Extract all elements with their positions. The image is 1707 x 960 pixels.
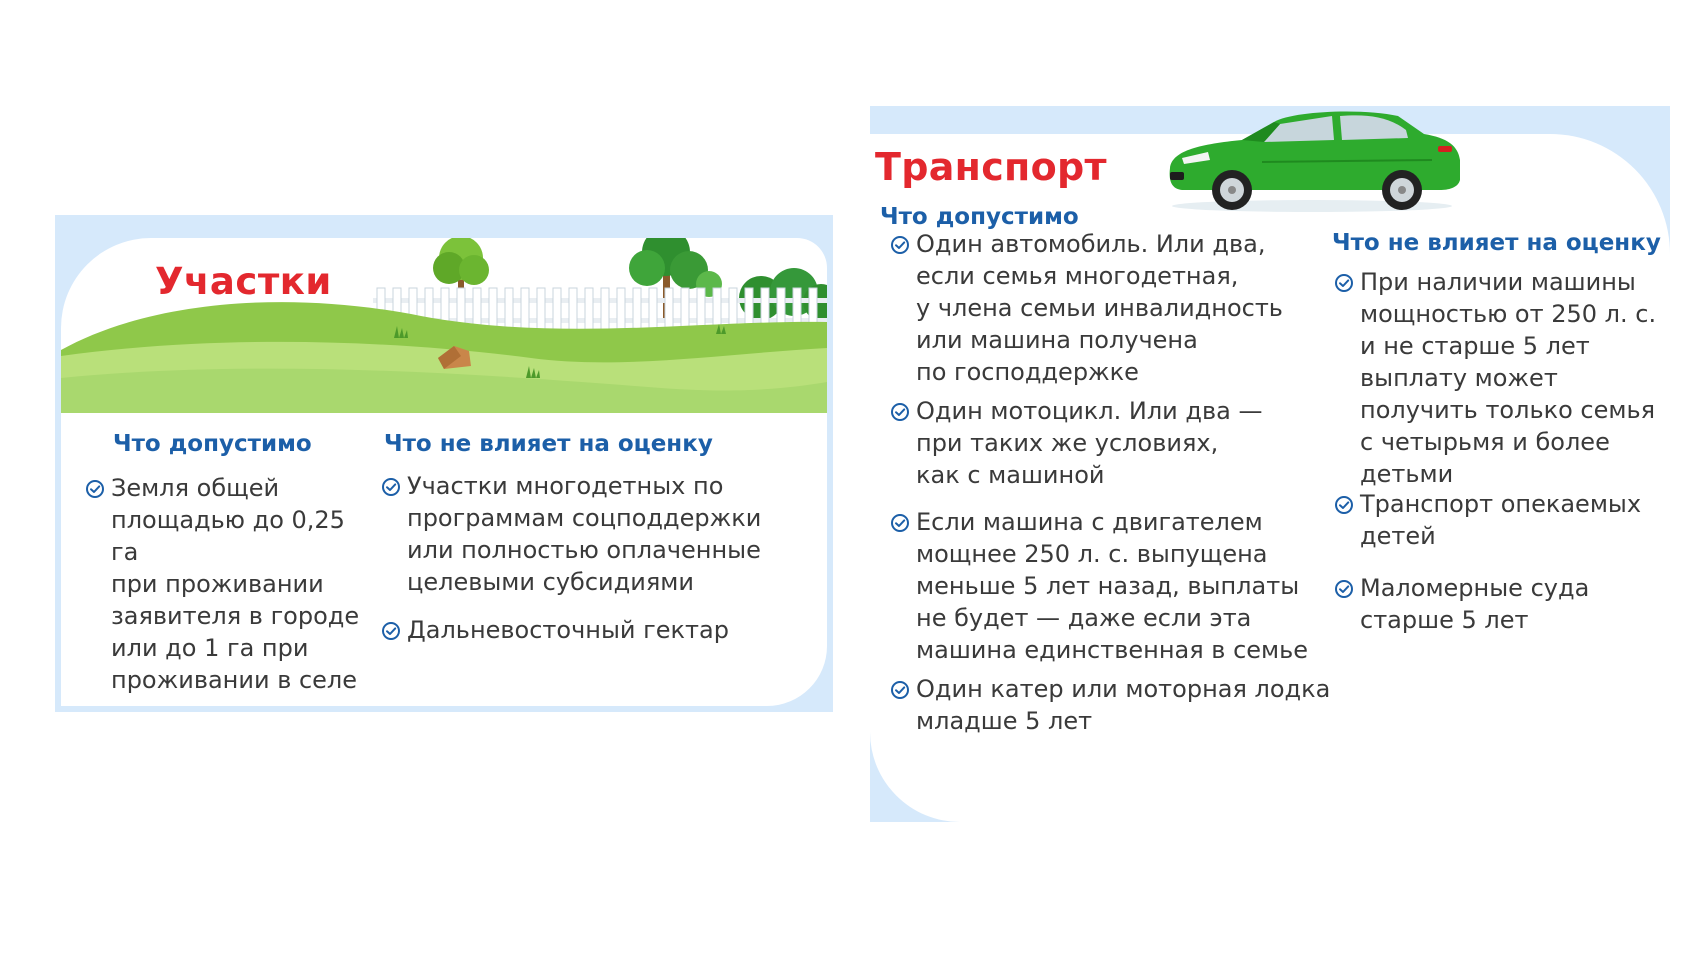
tree-icon	[629, 238, 722, 323]
car-icon	[1162, 106, 1464, 216]
plots-card-body	[61, 238, 827, 706]
transport-not-affecting-item-text: При наличии машины мощностью от 250 л. с. и не старше 5 лет выплату может получить только семья с четырьмя и более детьми	[1360, 268, 1657, 488]
check-circle-icon	[1334, 495, 1354, 515]
check-circle-icon	[85, 479, 105, 499]
transport-allowed-item	[916, 506, 1336, 666]
transport-not-affecting-item	[1360, 488, 1660, 552]
transport-not-affecting-item	[1360, 266, 1660, 490]
transport-allowed-item-text: Один мотоцикл. Или два — при таких же условиях, как с машиной	[916, 397, 1263, 489]
check-circle-icon	[890, 680, 910, 700]
transport-title: Транспорт	[875, 145, 1107, 189]
plots-not-affecting-heading: Что не влияет на оценку	[384, 431, 713, 457]
transport-card	[870, 106, 1670, 822]
plots-not-affecting-item-text: Участки многодетных по программам соцподдержки или полностью оплаченные целевыми субсидиями	[407, 472, 762, 596]
plots-not-affecting-item	[407, 614, 797, 646]
transport-allowed-heading: Что допустимо	[880, 204, 1079, 230]
transport-not-affecting-item-text: Маломерные суда старше 5 лет	[1360, 574, 1590, 634]
plots-allowed-item	[111, 472, 371, 696]
plots-card	[55, 215, 833, 712]
check-circle-icon	[381, 621, 401, 641]
transport-not-affecting-item	[1360, 572, 1660, 636]
transport-allowed-item-text: Один катер или моторная лодка младше 5 лет	[916, 675, 1331, 735]
transport-allowed-item	[916, 228, 1336, 388]
plots-not-affecting-item	[407, 470, 797, 598]
check-circle-icon	[1334, 579, 1354, 599]
check-circle-icon	[1334, 273, 1354, 293]
check-circle-icon	[381, 477, 401, 497]
plots-title: Участки	[155, 260, 332, 303]
transport-allowed-item	[916, 395, 1336, 491]
check-circle-icon	[890, 235, 910, 255]
transport-allowed-item	[916, 673, 1356, 737]
plots-not-affecting-item-text: Дальневосточный гектар	[407, 616, 729, 644]
plots-allowed-heading: Что допустимо	[113, 431, 312, 457]
transport-not-affecting-item-text: Транспорт опекаемых детей	[1360, 490, 1642, 550]
plots-allowed-item-text: Земля общей площадью до 0,25 га при проживании заявителя в городе или до 1 га при проживании в селе	[111, 474, 360, 694]
check-circle-icon	[890, 402, 910, 422]
transport-allowed-item-text: Если машина с двигателем мощнее 250 л. с. выпущена меньше 5 лет назад, выплаты не будет — даже если эта машина единственная в семье	[916, 508, 1309, 664]
transport-not-affecting-heading: Что не влияет на оценку	[1332, 230, 1661, 256]
check-circle-icon	[890, 513, 910, 533]
transport-allowed-item-text: Один автомобиль. Или два, если семья многодетная, у члена семьи инвалидность или машина получена по господдержке	[916, 230, 1283, 386]
